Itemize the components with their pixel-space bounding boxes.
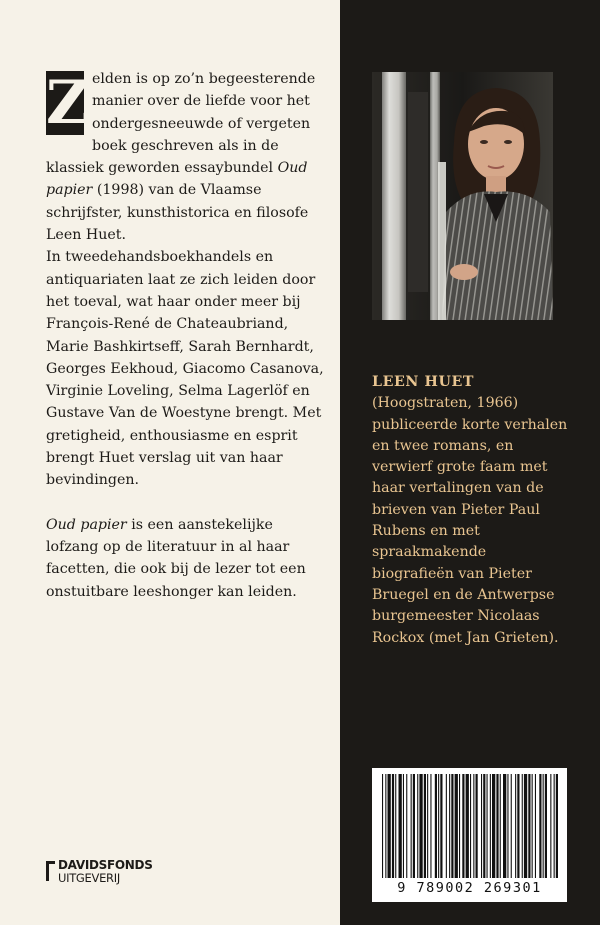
- barcode-bar: [455, 774, 458, 878]
- barcode-bar: [535, 774, 536, 878]
- barcode-bar: [515, 774, 516, 878]
- barcode-bar: [406, 774, 407, 878]
- publisher-name: DAVIDSFONDS: [58, 858, 153, 872]
- author-photo-illustration: [372, 72, 553, 320]
- barcode-bar: [532, 774, 533, 878]
- barcode-bar: [556, 774, 558, 878]
- isbn-number: 9 789002 269301: [397, 880, 542, 896]
- barcode-bar: [424, 774, 426, 878]
- barcode-bar: [470, 774, 471, 878]
- barcode-bar: [435, 774, 437, 878]
- barcode-bar: [395, 774, 396, 878]
- barcode-bar: [385, 774, 386, 878]
- barcode-bar: [483, 774, 485, 878]
- barcode-bar: [459, 774, 460, 878]
- barcode-bar: [492, 774, 495, 878]
- barcode-bar: [403, 774, 404, 878]
- barcode-bar: [481, 774, 482, 878]
- barcode-bar: [440, 774, 442, 878]
- barcode-bar: [392, 774, 394, 878]
- barcode-bar: [496, 774, 498, 878]
- barcode-bar: [545, 774, 547, 878]
- barcode-bar: [462, 774, 464, 878]
- barcode-bar: [427, 774, 428, 878]
- barcode-bar: [451, 774, 453, 878]
- barcode-bar: [511, 774, 512, 878]
- author-photo: [372, 72, 553, 320]
- blurb-para1-title: Oud papier: [46, 160, 308, 199]
- barcode-bar: [413, 774, 415, 878]
- barcode-bar: [399, 774, 402, 878]
- blurb-paragraph-1: [46, 68, 326, 246]
- isbn-barcode: [372, 768, 567, 902]
- barcode-bars: [378, 774, 561, 878]
- barcode-bar: [417, 774, 418, 878]
- barcode-bar: [388, 774, 391, 878]
- publisher-mark-icon: [46, 861, 56, 881]
- blurb-text: [46, 68, 326, 603]
- barcode-bar: [449, 774, 450, 878]
- barcode-bar: [503, 774, 506, 878]
- barcode-bar: [490, 774, 491, 878]
- author-name: LEEN HUET: [372, 374, 475, 390]
- barcode-bar: [524, 774, 527, 878]
- barcode-bar: [554, 774, 555, 878]
- publisher-subtitle: UITGEVERIJ: [58, 871, 120, 885]
- barcode-bar: [507, 774, 508, 878]
- barcode-bar: [517, 774, 519, 878]
- barcode-bar: [466, 774, 469, 878]
- barcode-bar: [411, 774, 412, 878]
- barcode-bar: [476, 774, 478, 878]
- barcode-bar: [539, 774, 541, 878]
- barcode-bar: [382, 774, 383, 878]
- barcode-bar: [500, 774, 501, 878]
- barcode-bar: [550, 774, 551, 878]
- blurb-para3-rest: is een aanstekelijke lofzang op de literatuur in al haar facetten, die ook bij de lezer tot een onstuitbare leeshonger kan leiden.: [46, 516, 306, 600]
- blurb-paragraph-2: In tweedehandsboekhandels en antiquariaten laat ze zich leiden door het toeval, wat haar onder meer bij François-René de Chateaubriand, Marie Bashkirtseff, Sarah Bernhardt, Georges Eekhoud, Giacomo Casanova, Virginie Loveling, Selma Lagerlöf en Gustave Van de Woestyne brengt. Met gretigheid, enthousiasme en esprit brengt Huet verslag uit van haar bevindingen.: [46, 249, 324, 489]
- barcode-bar: [528, 774, 530, 878]
- right-panel: [340, 0, 600, 925]
- blurb-para3-title: Oud papier: [46, 516, 127, 533]
- publisher-logo: [46, 858, 166, 888]
- barcode-bar: [543, 774, 544, 878]
- author-bio: [372, 372, 572, 649]
- barcode-bar: [446, 774, 447, 878]
- drop-cap: Z: [46, 68, 90, 138]
- barcode-bar: [473, 774, 474, 878]
- barcode-bar: [487, 774, 488, 878]
- barcode-bar: [419, 774, 422, 878]
- barcode-bar: [438, 774, 439, 878]
- blurb-para1-lead: elden is op zo’n begeesterende manier over de liefde voor het ondergesneeuwde of vergeten boek geschreven als in de klassiek geworden essaybundel: [46, 71, 316, 177]
- author-bio-text: (Hoogstraten, 1966) publiceerde korte verhalen en twee romans, en verwierf grote faam met haar vertalingen van de brieven van Pieter Paul Rubens en met spraakmakende biografieën van Pieter Bruegel en de Antwerpse burgemeester Nicolaas Rockox (met Jan Grieten).: [372, 395, 568, 646]
- barcode-bar: [522, 774, 523, 878]
- blurb-para1-rest: (1998) van de Vlaamse schrijfster, kunsthistorica en filosofe Leen Huet.: [46, 182, 309, 244]
- blurb-paragraph-3: [46, 514, 326, 603]
- barcode-bar: [430, 774, 431, 878]
